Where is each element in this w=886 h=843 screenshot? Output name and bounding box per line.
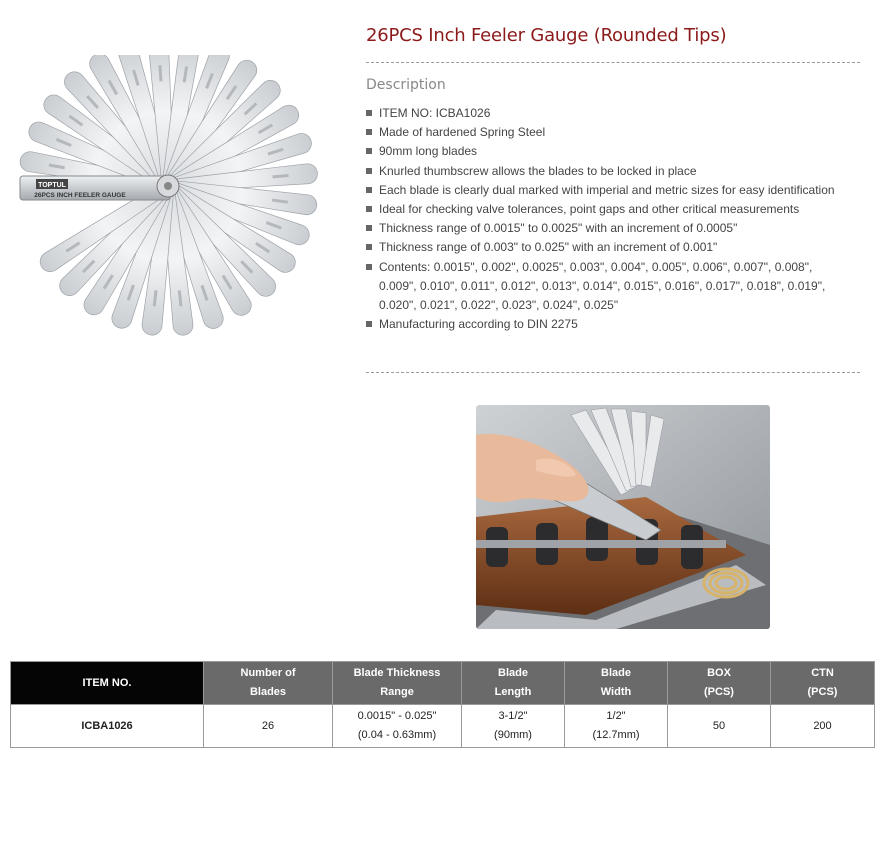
feature-item: Manufacturing according to DIN 2275 <box>366 315 846 334</box>
header-item-no: ITEM NO. <box>11 662 204 705</box>
square-bullet-icon <box>366 206 372 212</box>
feature-item: Ideal for checking valve tolerances, point gaps and other critical measurements <box>366 200 846 219</box>
feature-list <box>366 104 846 334</box>
square-bullet-icon <box>366 187 372 193</box>
spec-table <box>10 661 875 748</box>
table-row <box>11 705 875 748</box>
feature-item: Knurled thumbscrew allows the blades to be locked in place <box>366 162 846 181</box>
feeler-gauge-fan-illustration <box>18 55 318 345</box>
engine-usage-illustration <box>476 405 770 629</box>
cell-number-of-blades: 26 <box>204 705 333 748</box>
product-image <box>18 55 318 345</box>
feature-item: ITEM NO: ICBA1026 <box>366 104 846 123</box>
square-bullet-icon <box>366 244 372 250</box>
header-box-pcs: BOX (PCS) <box>668 662 771 705</box>
description-heading: Description <box>366 77 446 93</box>
header-blade-length: Blade Length <box>462 662 565 705</box>
brand-mark: TOPTUL <box>38 182 66 189</box>
cell-ctn-pcs: 200 <box>771 705 875 748</box>
square-bullet-icon <box>366 148 372 154</box>
header-blade-thickness-range: Blade Thickness Range <box>333 662 462 705</box>
square-bullet-icon <box>366 129 372 135</box>
feature-item: Each blade is clearly dual marked with imperial and metric sizes for easy identification <box>366 181 846 200</box>
square-bullet-icon <box>366 321 372 327</box>
gauge-handle <box>20 175 179 200</box>
feature-item: Made of hardened Spring Steel <box>366 123 846 142</box>
usage-photo <box>476 405 770 629</box>
feature-item: Thickness range of 0.003" to 0.025" with an increment of 0.001" <box>366 238 846 257</box>
header-ctn-pcs: CTN (PCS) <box>771 662 875 705</box>
square-bullet-icon <box>366 168 372 174</box>
square-bullet-icon <box>366 264 372 270</box>
header-number-of-blades: Number of Blades <box>204 662 333 705</box>
divider-top <box>366 62 860 63</box>
feature-item: Contents: 0.0015", 0.002", 0.0025", 0.003", 0.004", 0.005", 0.006", 0.007", 0.008", 0.009", 0.010", 0.011", 0.012", 0.013", 0.014", 0.015", 0.016", 0.017", 0.018", 0.019", 0.020", 0.021", 0.022", 0.023", 0.024", 0.025" <box>366 258 846 316</box>
table-header-row <box>11 662 875 705</box>
header-blade-width: Blade Width <box>565 662 668 705</box>
cell-blade-width: 1/2" (12.7mm) <box>565 705 668 748</box>
feature-item: 90mm long blades <box>366 142 846 161</box>
cell-thickness-range: 0.0015" - 0.025" (0.04 - 0.63mm) <box>333 705 462 748</box>
cell-item-no: ICBA1026 <box>11 705 204 748</box>
cell-box-pcs: 50 <box>668 705 771 748</box>
product-title: 26PCS Inch Feeler Gauge (Rounded Tips) <box>366 25 727 46</box>
divider-bottom <box>366 372 860 373</box>
feature-item: Thickness range of 0.0015" to 0.0025" with an increment of 0.0005" <box>366 219 846 238</box>
handle-label: 26PCS INCH FEELER GAUGE <box>34 192 126 199</box>
cell-blade-length: 3-1/2" (90mm) <box>462 705 565 748</box>
square-bullet-icon <box>366 225 372 231</box>
square-bullet-icon <box>366 110 372 116</box>
